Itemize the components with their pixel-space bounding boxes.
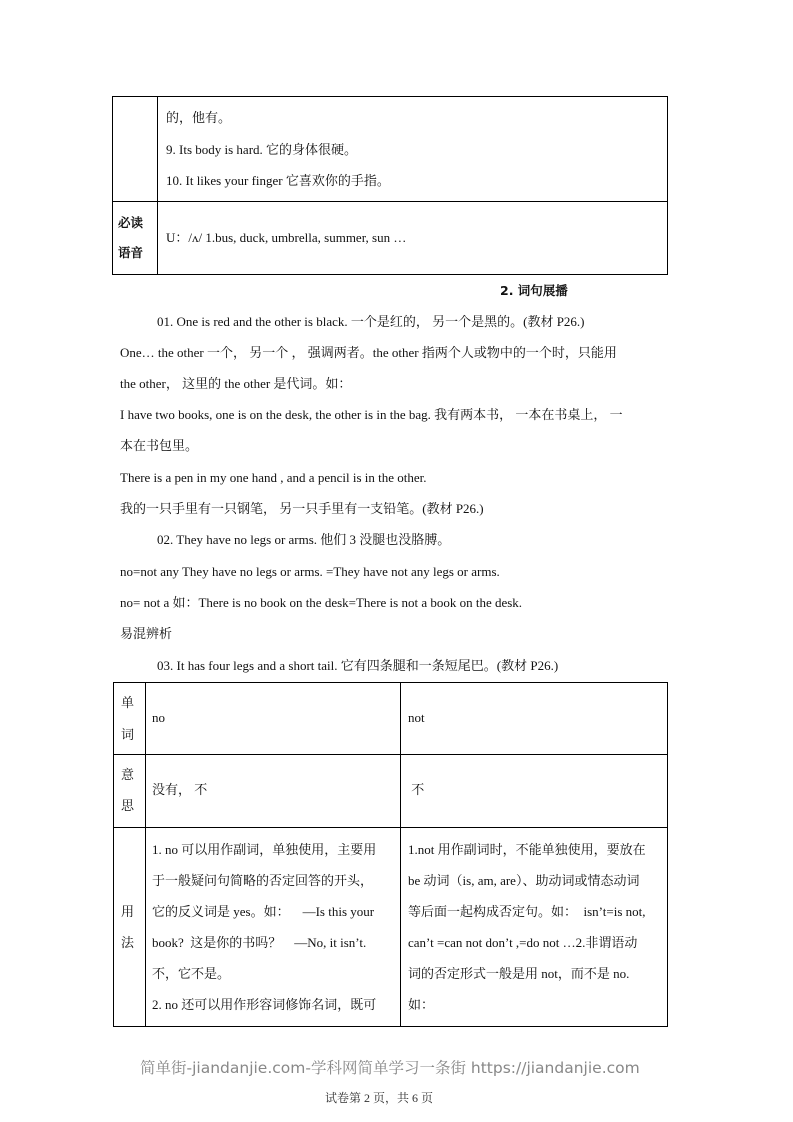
cell-line: can’t =can not don’t ,=do not …2.非谓语动 (408, 935, 638, 950)
paragraph: 我的一只手里有一只钢笔， 另一只手里有一支铅笔。(教材 P26.) (120, 501, 484, 516)
row-label: 思 (121, 798, 135, 813)
cell-line: book? 这是你的书吗？ —No, it isn’t. (152, 935, 367, 950)
watermark: 简单街-jiandanjie.com-学科网简单学习一条街 https://jiandanjie.com (140, 1059, 640, 1077)
cell-line: 于一般疑问句简略的否定回答的开头， (152, 873, 374, 888)
table1-line: 9. Its body is hard. 它的身体很硬。 (166, 142, 358, 157)
cell-line: 如： (408, 997, 435, 1012)
row-label: 单 (121, 695, 135, 710)
table1-line: 10. It likes your finger 它喜欢你的手指。 (166, 173, 390, 188)
cell-line: 它的反义词是 yes。如： —Is this your (152, 904, 375, 919)
cell-line: 2. no 还可以用作形容词修饰名词，既可 (152, 997, 377, 1012)
row-label: 法 (121, 935, 135, 950)
cell: 不 (408, 782, 425, 797)
page-number: 试卷第 2 页，共 6 页 (325, 1091, 434, 1105)
paragraph: the other， 这里的 the other 是代词。如： (120, 376, 352, 391)
paragraph: 01. One is red and the other is black. 一个是红的， 另一个是黑的。(教材 P26.) (157, 314, 585, 329)
paragraph: 02. They have no legs or arms. 他们 3 没腿也没胳膊。 (157, 532, 451, 547)
row-label: 词 (121, 727, 135, 742)
cell-line: 1. no 可以用作副词，单独使用，主要用 (152, 842, 377, 857)
row-label: 意 (121, 767, 135, 782)
paragraph: no= not a 如：There is no book on the desk=There is not a book on the desk. (120, 595, 523, 610)
paragraph: 本在书包里。 (120, 438, 199, 453)
row-label: 必读 (118, 215, 144, 230)
cell: not (408, 710, 425, 725)
cell-line: 词的否定形式一般是用 not，而不是 no. (408, 966, 630, 981)
section-heading: 2. 词句展播 (500, 283, 568, 298)
cell-line: be 动词（is, am, are）、助动词或情态动词 (408, 873, 640, 888)
paragraph: There is a pen in my one hand , and a pencil is in the other. (120, 470, 427, 485)
paragraph: 03. It has four legs and a short tail. 它有四条腿和一条短尾巴。(教材 P26.) (157, 658, 559, 673)
paragraph: I have two books, one is on the desk, the other is in the bag. 我有两本书， 一本在书桌上， 一 (120, 407, 623, 422)
paragraph: 易混辨析 (120, 626, 173, 641)
cell-line: 不，它不是。 (152, 966, 231, 981)
cell-line: 等后面一起构成否定句。如： isn’t=is not, (408, 904, 646, 919)
cell: no (152, 710, 165, 725)
paragraph: One… the other 一个， 另一个 ， 强调两者。the other 指两个人或物中的一个时，只能用 (120, 345, 617, 360)
cell-line: 1.not 用作副词时，不能单独使用，要放在 (408, 842, 646, 857)
table1-line: 的，他有。 (166, 110, 232, 125)
paragraph: no=not any They have no legs or arms. =They have not any legs or arms. (120, 564, 500, 579)
row-label: 用 (121, 904, 135, 919)
row-label: 语音 (118, 245, 144, 260)
phonics-text: U：/ʌ/ 1.bus, duck, umbrella, summer, sun … (166, 230, 407, 245)
cell: 没有， 不 (152, 782, 208, 797)
